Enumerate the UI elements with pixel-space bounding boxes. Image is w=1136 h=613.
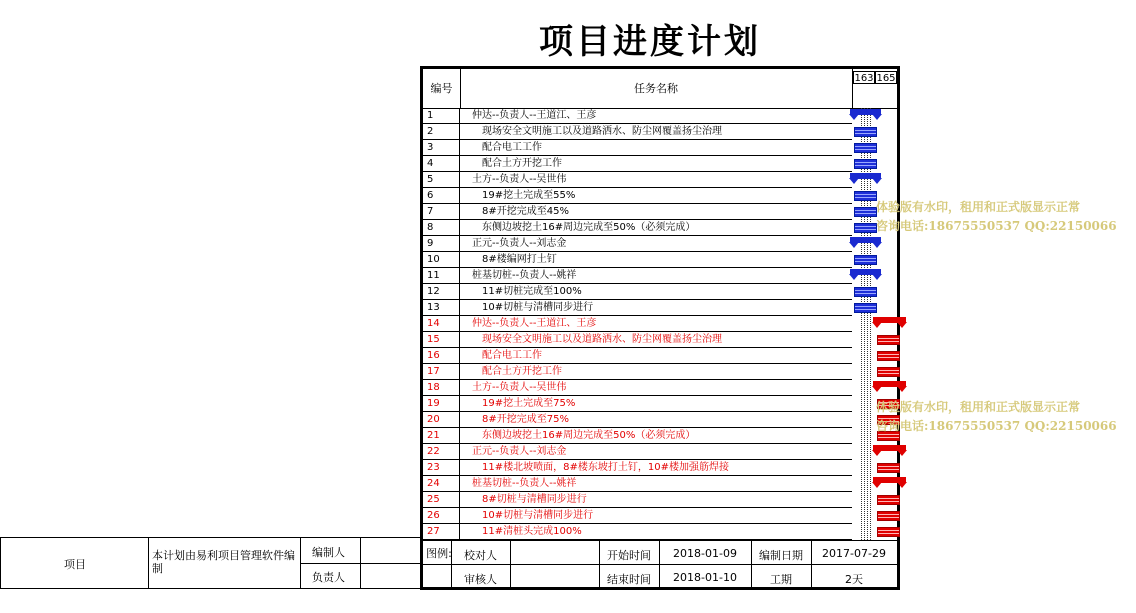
table-row[interactable] — [423, 156, 852, 172]
watermark-line-1: 体验版有水印，租用和正式版显示正常 — [876, 200, 1081, 214]
task-bar[interactable] — [854, 287, 877, 297]
task-number: 3 — [423, 140, 460, 155]
table-divider — [0, 537, 1, 588]
task-number: 24 — [423, 476, 460, 491]
task-name: 8#开挖完成至45% — [482, 206, 569, 217]
table-row[interactable] — [423, 396, 852, 412]
footer-table — [423, 540, 897, 588]
task-name: 现场安全文明施工以及道路洒水、防尘网覆盖扬尘治理 — [482, 334, 722, 345]
summary-bar[interactable] — [873, 445, 906, 451]
task-name: 仲达--负责人--王道江、王彦 — [472, 318, 597, 329]
table-row[interactable] — [423, 252, 852, 268]
task-number: 21 — [423, 428, 460, 443]
table-row[interactable] — [423, 380, 852, 396]
task-name: 8#切桩与清槽同步进行 — [482, 494, 587, 505]
task-number: 17 — [423, 364, 460, 379]
owner-label: 负责人 — [312, 571, 345, 584]
table-row[interactable] — [423, 220, 852, 236]
table-row[interactable] — [423, 316, 852, 332]
watermark-line-2: 咨询电话:18675550537 QQ:22150066 — [876, 419, 1117, 433]
table-row[interactable] — [423, 428, 852, 444]
watermark-line-2: 咨询电话:18675550537 QQ:22150066 — [876, 219, 1117, 233]
watermark — [876, 398, 1117, 436]
page-title: 项目进度计划 — [539, 22, 761, 62]
compile-date-value: 2017-07-29 — [822, 547, 886, 560]
task-name: 配合土方开挖工作 — [482, 366, 562, 377]
task-number: 1 — [423, 108, 460, 123]
task-name: 11#切桩完成至100% — [482, 286, 582, 297]
table-row[interactable] — [423, 268, 852, 284]
table-row[interactable] — [423, 108, 852, 124]
start-time-label: 开始时间 — [607, 549, 651, 562]
summary-bar[interactable] — [850, 109, 881, 115]
task-bar[interactable] — [854, 127, 877, 137]
task-name: 东侧边坡挖土16#周边完成至50%（必须完成） — [482, 430, 696, 441]
task-name: 10#切桩与清槽同步进行 — [482, 510, 594, 521]
table-row[interactable] — [423, 172, 852, 188]
table-row[interactable] — [423, 444, 852, 460]
task-number: 25 — [423, 492, 460, 507]
task-number: 22 — [423, 444, 460, 459]
task-name: 8#楼编网打土钉 — [482, 254, 557, 265]
summary-bar[interactable] — [873, 381, 906, 387]
task-bar[interactable] — [854, 207, 877, 217]
task-name: 桩基切桩--负责人--姚祥 — [472, 270, 577, 281]
table-row[interactable] — [423, 492, 852, 508]
watermark — [876, 198, 1117, 236]
task-number: 27 — [423, 524, 460, 539]
task-name: 桩基切桩--负责人--姚祥 — [472, 478, 577, 489]
task-number: 15 — [423, 332, 460, 347]
task-bar[interactable] — [854, 255, 877, 265]
table-row[interactable] — [423, 284, 852, 300]
task-number: 2 — [423, 124, 460, 139]
task-name: 11#清桩头完成100% — [482, 526, 582, 537]
column-header-number[interactable]: 编号 — [423, 69, 461, 109]
task-bar[interactable] — [877, 495, 900, 505]
task-number: 26 — [423, 508, 460, 523]
task-bar[interactable] — [877, 511, 900, 521]
start-time-value: 2018-01-09 — [673, 547, 737, 560]
task-number: 5 — [423, 172, 460, 187]
table-divider — [148, 537, 149, 588]
software-note: 本计划由易利项目管理软件编制 — [152, 549, 295, 575]
legend-label: 图例: — [426, 547, 452, 560]
task-name: 19#挖土完成至55% — [482, 190, 576, 201]
table-row[interactable] — [423, 204, 852, 220]
task-name: 10#切桩与清槽同步进行 — [482, 302, 594, 313]
task-name: 土方--负责人--吴世伟 — [472, 382, 567, 393]
task-name: 正元--负责人--刘志金 — [472, 446, 567, 457]
table-row[interactable] — [423, 188, 852, 204]
task-bar[interactable] — [854, 143, 877, 153]
task-number: 19 — [423, 396, 460, 411]
duration-label: 工期 — [770, 573, 792, 586]
table-row[interactable] — [423, 460, 852, 476]
task-number: 7 — [423, 204, 460, 219]
timeline-day-2: 165 — [876, 73, 896, 84]
task-bar[interactable] — [854, 223, 877, 233]
task-name: 正元--负责人--刘志金 — [472, 238, 567, 249]
task-number: 6 — [423, 188, 460, 203]
task-name: 配合电工工作 — [482, 350, 542, 361]
task-bar[interactable] — [854, 191, 877, 201]
summary-bar[interactable] — [873, 317, 906, 323]
task-number: 9 — [423, 236, 460, 251]
task-name: 东侧边坡挖土16#周边完成至50%（必须完成） — [482, 222, 696, 233]
task-number: 13 — [423, 300, 460, 315]
task-number: 8 — [423, 220, 460, 235]
end-time-label: 结束时间 — [607, 573, 651, 586]
task-number: 20 — [423, 412, 460, 427]
footer-divider — [423, 564, 897, 565]
task-name: 8#开挖完成至75% — [482, 414, 569, 425]
task-bar[interactable] — [854, 303, 877, 313]
table-row[interactable] — [423, 332, 852, 348]
task-bar[interactable] — [877, 463, 900, 473]
compile-date-label: 编制日期 — [759, 549, 803, 562]
table-divider — [0, 588, 420, 589]
task-bar[interactable] — [877, 335, 900, 345]
task-name: 19#挖土完成至75% — [482, 398, 576, 409]
table-row[interactable] — [423, 140, 852, 156]
author-label: 编制人 — [312, 546, 345, 559]
reviewer-label: 审核人 — [464, 573, 497, 586]
table-row[interactable] — [423, 476, 852, 492]
table-row[interactable] — [423, 508, 852, 524]
table-row[interactable] — [423, 412, 852, 428]
project-info-table — [0, 537, 420, 589]
column-header-task-name[interactable]: 任务名称 — [460, 69, 852, 109]
task-bar[interactable] — [854, 159, 877, 169]
project-label: 项目 — [64, 558, 86, 571]
table-row[interactable] — [423, 124, 852, 140]
task-name: 现场安全文明施工以及道路洒水、防尘网覆盖扬尘治理 — [482, 126, 722, 137]
gantt-timeline — [852, 108, 897, 540]
table-row[interactable] — [423, 300, 852, 316]
task-name: 配合土方开挖工作 — [482, 158, 562, 169]
task-number: 14 — [423, 316, 460, 331]
checker-label: 校对人 — [464, 549, 497, 562]
task-bar[interactable] — [877, 527, 900, 537]
summary-bar[interactable] — [873, 477, 906, 483]
table-row[interactable] — [423, 364, 852, 380]
summary-bar[interactable] — [850, 269, 881, 275]
summary-bar[interactable] — [850, 237, 881, 243]
footer-divider — [510, 541, 511, 588]
table-row[interactable] — [423, 348, 852, 364]
end-time-value: 2018-01-10 — [673, 571, 737, 584]
task-name: 土方--负责人--吴世伟 — [472, 174, 567, 185]
task-number: 10 — [423, 252, 460, 267]
watermark-line-1: 体验版有水印，租用和正式版显示正常 — [876, 400, 1081, 414]
table-divider — [300, 537, 301, 588]
timeline-day-1: 163 — [854, 73, 874, 84]
table-row[interactable] — [423, 524, 852, 540]
task-number: 12 — [423, 284, 460, 299]
task-number: 18 — [423, 380, 460, 395]
task-name: 配合电工工作 — [482, 142, 542, 153]
task-number: 16 — [423, 348, 460, 363]
timeline-header — [852, 69, 898, 109]
duration-value: 2天 — [845, 573, 863, 586]
task-bar[interactable] — [877, 351, 900, 361]
task-bar[interactable] — [877, 367, 900, 377]
task-number: 11 — [423, 268, 460, 283]
table-divider — [360, 537, 361, 588]
task-number: 4 — [423, 156, 460, 171]
task-name: 仲达--负责人--王道江、王彦 — [472, 110, 597, 121]
table-divider — [0, 537, 420, 538]
summary-bar[interactable] — [850, 173, 881, 179]
gantt-chart — [420, 66, 900, 590]
task-number: 23 — [423, 460, 460, 475]
task-name: 11#楼北坡喷面，8#楼东坡打土钉，10#楼加强筋焊接 — [482, 462, 729, 473]
table-row[interactable] — [423, 236, 852, 252]
